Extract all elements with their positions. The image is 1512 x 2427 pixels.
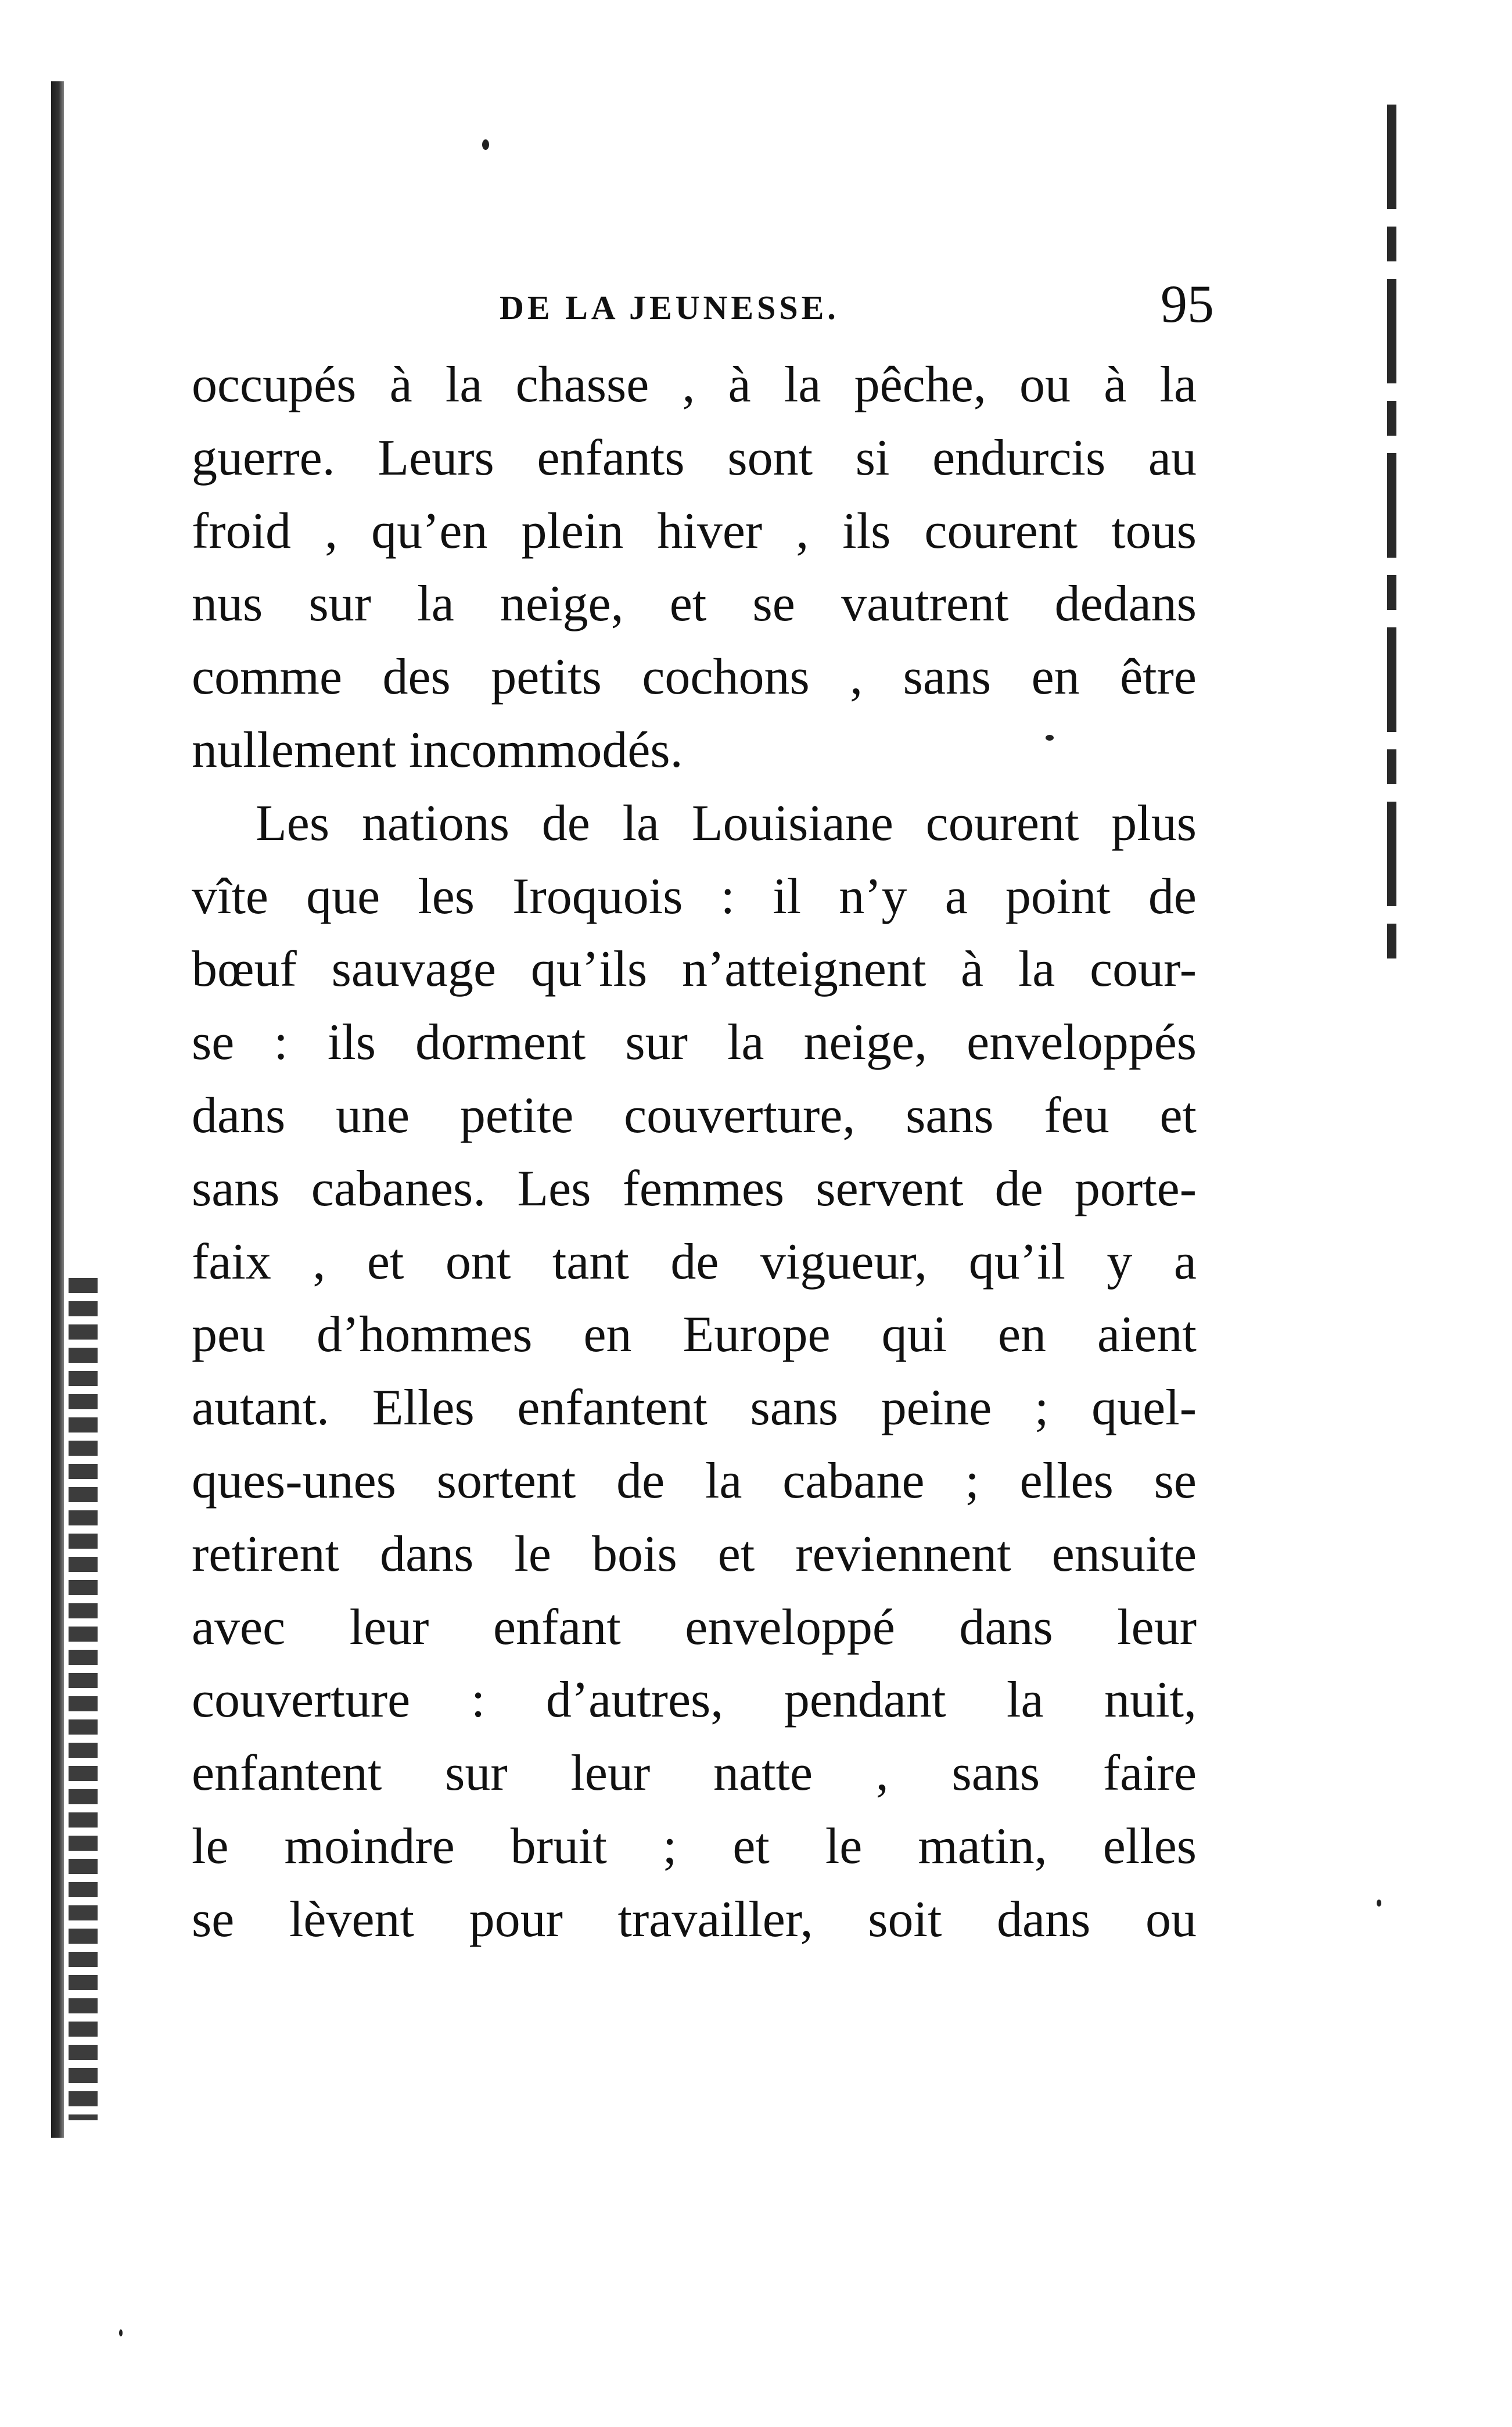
text-line: couverture : d’autres, pendant la nuit, <box>192 1672 1197 1729</box>
text-line: faix , et ont tant de vigueur, qu’il y a <box>192 1233 1197 1290</box>
text-line: se lèvent pour travailler, soit dans ou <box>192 1891 1197 1948</box>
text-line: autant. Elles enfantent sans peine ; quel- <box>192 1380 1197 1437</box>
text-line: sans cabanes. Les femmes servent de porte- <box>192 1160 1197 1217</box>
scan-speck <box>119 2329 123 2336</box>
scan-edge-left <box>51 81 64 2138</box>
text-line: bœuf sauvage qu’ils n’atteignent à la cour- <box>192 941 1197 998</box>
text-line: dans une petite couverture, sans feu et <box>192 1087 1197 1144</box>
page-number: 95 <box>1161 274 1214 333</box>
text-line: nus sur la neige, et se vautrent dedans <box>192 576 1197 633</box>
text-line: retirent dans le bois et reviennent ensuite <box>192 1525 1197 1582</box>
text-line: peu d’hommes en Europe qui en aient <box>192 1306 1197 1363</box>
text-line: froid , qu’en plein hiver , ils courent tous <box>192 502 1197 559</box>
text-line: ques-unes sortent de la cabane ; elles se <box>192 1452 1197 1509</box>
text-line: avec leur enfant enveloppé dans leur <box>192 1599 1197 1656</box>
page-header <box>192 273 1214 343</box>
scan-speck <box>1377 1900 1381 1907</box>
text-line: le moindre bruit ; et le matin, elles <box>192 1818 1197 1875</box>
scan-edge-left-marks <box>69 1278 98 2120</box>
body-text <box>192 349 1197 1956</box>
text-line: guerre. Leurs enfants sont si endurcis au <box>192 429 1197 486</box>
running-head: DE LA JEUNESSE. <box>500 289 839 326</box>
paragraph-start-line: Les nations de la Louisiane courent plus <box>256 795 1197 852</box>
text-line: comme des petits cochons , sans en être <box>192 649 1197 706</box>
scan-edge-right <box>1387 105 1396 976</box>
text-line: nullement incommodés. <box>192 721 683 778</box>
text-line: se : ils dorment sur la neige, enveloppés <box>192 1014 1197 1071</box>
text-line: vîte que les Iroquois : il n’y a point de <box>192 868 1197 925</box>
text-line: enfantent sur leur natte , sans faire <box>192 1745 1197 1802</box>
text-line: occupés à la chasse , à la pêche, ou à la <box>192 357 1197 413</box>
scan-speck <box>1046 735 1054 741</box>
scan-speck <box>482 139 489 150</box>
